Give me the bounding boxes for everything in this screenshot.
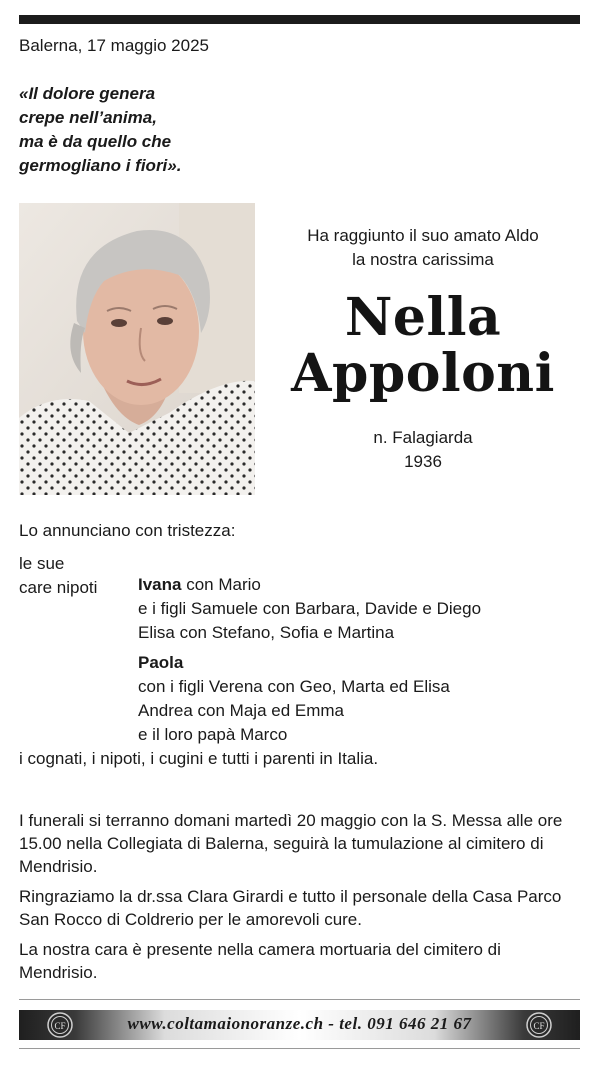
quote-line: germogliano i fiori». (19, 156, 182, 175)
thanks-paragraph: Ringraziamo la dr.ssa Clara Girardi e tutto il personale della Casa Parco San Rocco di Coldrerio per le amorevoli cure. (19, 887, 562, 929)
family-group-2-head (138, 651, 481, 675)
quote-line: crepe nell’anima, (19, 108, 157, 127)
portrait-illustration (19, 203, 255, 495)
footer-contact: www.coltamaionoranze.ch - tel. 091 646 21 67 (127, 1014, 472, 1033)
dateline: Balerna, 17 maggio 2025 (19, 36, 209, 55)
portrait-photo (19, 203, 255, 495)
footer-divider-top (19, 999, 580, 1000)
quote-line: ma è da quello che (19, 132, 172, 151)
viewing-paragraph: La nostra cara è presente nella camera mortuaria del cimitero di Mendrisio. (19, 940, 501, 982)
birth-name: n. Falagiarda (373, 428, 473, 447)
family-list (138, 573, 481, 747)
footer-bar (19, 1010, 580, 1040)
family-group-2-line: Andrea con Maja ed Emma (138, 701, 344, 720)
family-group-2-name: Paola (138, 653, 184, 672)
last-name: Appoloni (291, 343, 555, 404)
family-group-1-line: e i figli Samuele con Barbara, Davide e Diego (138, 599, 482, 618)
family-group-1-line: Elisa con Stefano, Sofia e Martina (138, 623, 395, 642)
family-group-1-name: Ivana (138, 575, 182, 594)
top-rule (19, 15, 580, 24)
footer-divider-bottom (19, 1048, 580, 1049)
relatives-line: i cognati, i nipoti, i cugini e tutti i parenti in Italia. (19, 749, 379, 768)
deceased-name (266, 287, 580, 404)
family-group-2-line: con i figli Verena con Geo, Marta ed Elisa (138, 677, 450, 696)
relation-line-1: le sue (19, 554, 65, 573)
birth-info (266, 426, 580, 474)
intro-line-2: la nostra carissima (352, 250, 494, 269)
epigraph-quote (19, 82, 181, 178)
intro-line-1: Ha raggiunto il suo amato Aldo (307, 226, 539, 245)
first-name: Nella (344, 287, 502, 348)
relation-line-2: care nipoti (19, 578, 98, 597)
logo-letters: CF (54, 1021, 66, 1031)
family-group-1-partner: con Mario (181, 575, 261, 594)
funeral-details: I funerali si terranno domani martedì 20 maggio con la S. Messa alle ore 15.00 nella Collegiata di Balerna, seguirà la tumulazione al cimitero di Mendrisio. (19, 811, 563, 876)
funeral-home-logo-right (526, 1012, 552, 1038)
announcement-lead: Lo annunciano con tristezza: (19, 521, 236, 540)
intro-text (266, 224, 580, 272)
logo-letters: CF (533, 1021, 545, 1031)
birth-year: 1936 (404, 452, 442, 471)
relation-label (19, 552, 97, 600)
family-group-1-head (138, 573, 481, 597)
quote-line: «Il dolore genera (19, 84, 156, 103)
family-group-2-line: e il loro papà Marco (138, 725, 288, 744)
